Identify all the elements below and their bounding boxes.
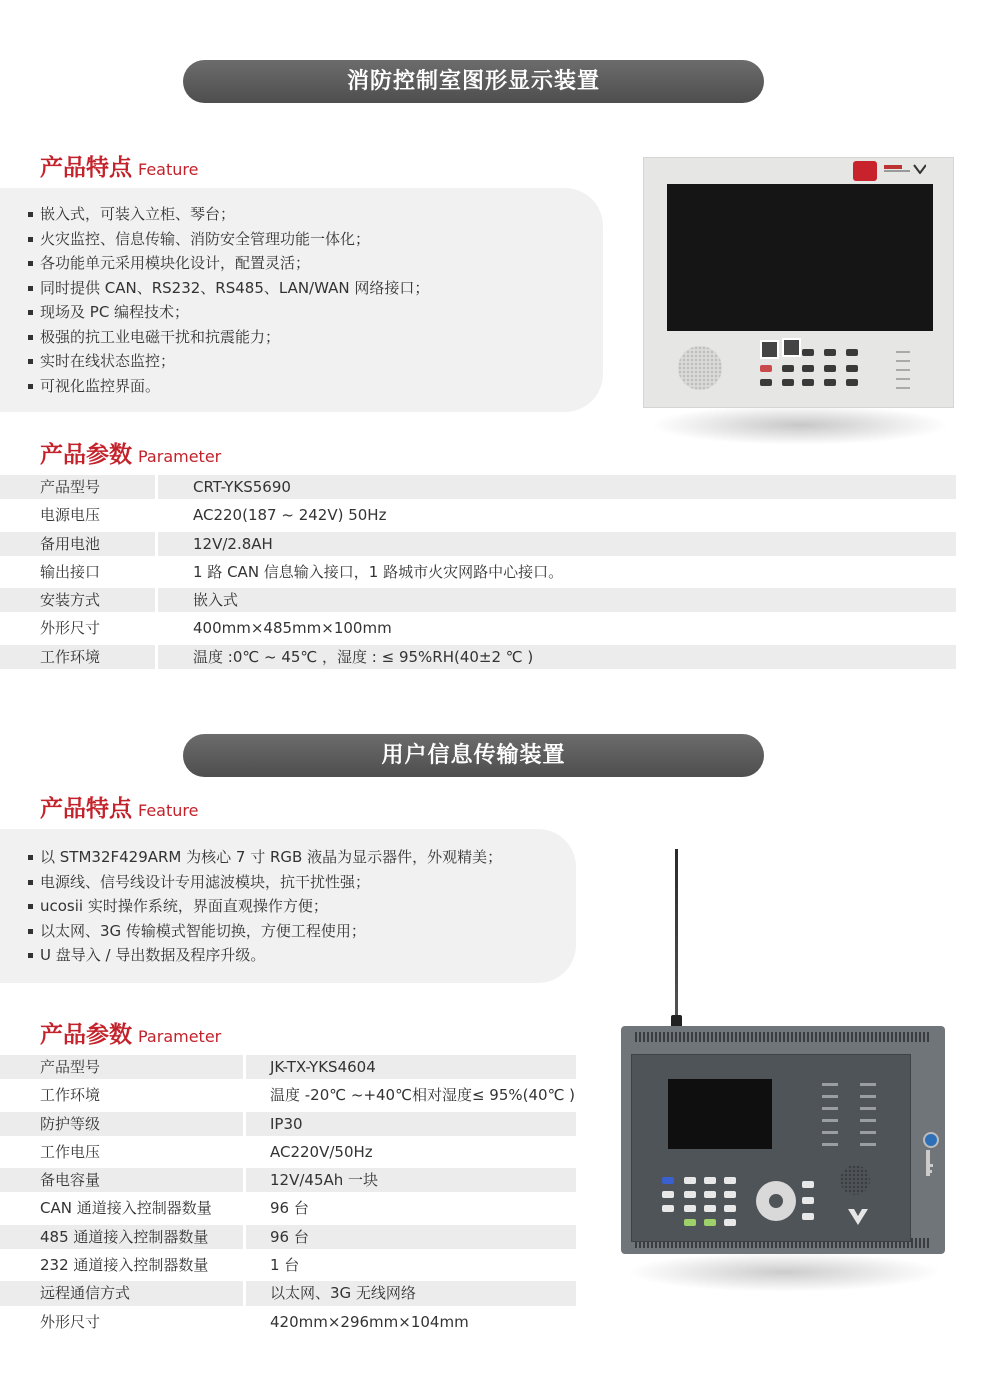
indicator-label (822, 1083, 838, 1086)
keypad-key (662, 1205, 674, 1212)
speaker-grille-icon (840, 1165, 870, 1195)
lock-icon (923, 1132, 939, 1148)
brand-logo-icon (846, 1205, 870, 1229)
param-value: 1 台 (270, 1256, 300, 1275)
param-row (0, 586, 956, 614)
section2-feature-heading (40, 790, 198, 823)
param-value: IP30 (246, 1112, 576, 1136)
param-row (0, 1279, 576, 1307)
panel-key (782, 379, 794, 386)
status-led (896, 351, 910, 353)
param-label: 备用电池 (0, 532, 155, 556)
indicator-label (860, 1131, 876, 1134)
keypad-key (724, 1219, 736, 1226)
panel-key (802, 365, 814, 372)
keypad-key (684, 1191, 696, 1198)
keypad-key-green (704, 1219, 716, 1226)
panel-key (846, 365, 858, 372)
param-label: 备电容量 (0, 1168, 243, 1192)
param-row (0, 1223, 576, 1251)
feature-heading-cn: 产品特点 (40, 796, 132, 822)
keypad-key (704, 1205, 716, 1212)
antenna-icon (675, 849, 678, 1027)
feature-item: 实时在线状态监控； (28, 349, 429, 374)
brand-logo (853, 161, 877, 181)
param-row (0, 614, 956, 642)
param-value: AC220V/50Hz (270, 1142, 373, 1161)
keypad-key (684, 1177, 696, 1184)
panel-key (824, 365, 836, 372)
feature-item: 以太网、3G 传输模式智能切换，方便工程使用； (28, 919, 502, 944)
param-row (0, 1110, 576, 1138)
param-label: CAN 通道接入控制器数量 (40, 1199, 212, 1218)
keypad-key (724, 1177, 736, 1184)
param-row (0, 1081, 576, 1109)
indicator-label (822, 1119, 838, 1122)
panel-key (760, 379, 772, 386)
param-label: 外形尺寸 (40, 1312, 101, 1331)
graphic-display-device-image (643, 157, 954, 408)
param-value: CRT-YKS5690 (158, 475, 956, 499)
device2-screen (668, 1079, 772, 1149)
indicator-label (860, 1083, 876, 1086)
param-label: 产品型号 (0, 475, 155, 499)
panel-key (824, 379, 836, 386)
section2-feature-list (28, 845, 502, 968)
param-value: 12V/2.8AH (158, 532, 956, 556)
param-value: 温度 :0℃ ~ 45℃ ，湿度 : ≤ 95%RH(40±2 ℃ ) (158, 645, 956, 669)
keypad-key (662, 1177, 674, 1184)
feature-item: 火灾监控、信息传输、消防安全管理功能一体化； (28, 227, 429, 252)
section2-banner: 用户信息传输装置 (183, 734, 764, 777)
feature-item: 同时提供 CAN、RS232、RS485、LAN/WAN 网络接口； (28, 276, 429, 301)
device1-screen (667, 184, 933, 331)
keypad-key (802, 1181, 814, 1188)
param-value: 96 台 (270, 1199, 309, 1218)
feature-item: 嵌入式，可装入立柜、琴台； (28, 202, 429, 227)
section1-banner: 消防控制室图形显示装置 (183, 60, 764, 103)
keypad-key (802, 1213, 814, 1220)
indicator-label (822, 1143, 838, 1146)
feature-heading-en: Feature (138, 160, 199, 179)
param-value: JK-TX-YKS4604 (246, 1055, 576, 1079)
status-led (896, 360, 910, 362)
status-led (896, 369, 910, 371)
section1-param-heading (40, 436, 221, 469)
param-heading-cn: 产品参数 (40, 1022, 132, 1048)
brand-text-mark (884, 164, 926, 174)
panel-key (802, 379, 814, 386)
param-label: 输出接口 (40, 562, 101, 581)
panel-key-red (760, 365, 772, 372)
feature-item: 各功能单元采用模块化设计，配置灵活； (28, 251, 429, 276)
param-row (0, 558, 956, 586)
param-row (0, 1166, 576, 1194)
panel-key (802, 349, 814, 356)
param-label: 232 通道接入控制器数量 (40, 1256, 209, 1275)
feature-item: 电源线、信号线设计专用滤波模块，抗干扰性强； (28, 870, 502, 895)
indicator-label (860, 1143, 876, 1146)
keypad-key (704, 1191, 716, 1198)
keypad-key-green (684, 1219, 696, 1226)
indicator-label (860, 1119, 876, 1122)
param-label: 产品型号 (0, 1055, 243, 1079)
status-led (896, 387, 910, 389)
param-value: 420mm×296mm×104mm (270, 1312, 469, 1331)
status-led (896, 378, 910, 380)
section1-feature-heading (40, 149, 198, 182)
feature-item: ucosii 实时操作系统，界面直观操作方便； (28, 894, 502, 919)
indicator-label (860, 1095, 876, 1098)
keypad-key (684, 1205, 696, 1212)
keypad-key (724, 1191, 736, 1198)
param-heading-en: Parameter (138, 1027, 222, 1046)
param-label: 防护等级 (0, 1112, 243, 1136)
device1-shadow (650, 405, 950, 445)
keypad-key (802, 1197, 814, 1204)
param-row (0, 473, 956, 501)
panel-key (846, 349, 858, 356)
indicator-label (822, 1131, 838, 1134)
keypad-key (724, 1205, 736, 1212)
indicator-label (860, 1107, 876, 1110)
feature-item: 以 STM32F429ARM 为核心 7 寸 RGB 液晶为显示器件，外观精美； (28, 845, 502, 870)
param-value: 400mm×485mm×100mm (193, 619, 392, 638)
section2-param-heading (40, 1016, 221, 1049)
param-row (0, 1308, 576, 1336)
feature-heading-cn: 产品特点 (40, 155, 132, 181)
param-label: 工作环境 (40, 1086, 101, 1105)
param-heading-en: Parameter (138, 447, 222, 466)
param-label: 485 通道接入控制器数量 (0, 1225, 243, 1249)
param-heading-cn: 产品参数 (40, 442, 132, 468)
param-value: 温度 -20℃ ~+40℃相对湿度≤ 95%(40℃ ) (270, 1086, 576, 1105)
feature-item: 可视化监控界面。 (28, 374, 429, 399)
panel-key (824, 349, 836, 356)
section2-param-table (0, 1053, 576, 1336)
device2-front-panel (631, 1054, 911, 1242)
param-row (0, 1251, 576, 1279)
param-value: AC220(187 ~ 242V) 50Hz (193, 506, 387, 525)
indicator-label (822, 1107, 838, 1110)
qr-code-icon (760, 340, 779, 359)
speaker-grille-icon (678, 346, 722, 390)
top-vent (635, 1032, 931, 1042)
user-info-transmission-device-image (621, 1026, 945, 1254)
feature-item: U 盘导入 / 导出数据及程序升级。 (28, 943, 502, 968)
param-row (0, 1138, 576, 1166)
feature-item: 极强的抗工业电磁干扰和抗震能力； (28, 325, 429, 350)
section1-feature-list (28, 202, 429, 398)
device2-shadow (625, 1252, 943, 1292)
param-value: 以太网、3G 无线网络 (246, 1281, 576, 1305)
key-icon (921, 1150, 935, 1186)
param-value: 嵌入式 (158, 588, 956, 612)
keypad-key (704, 1177, 716, 1184)
param-row (0, 1194, 576, 1222)
param-label: 电源电压 (40, 506, 101, 525)
param-row (0, 1053, 576, 1081)
feature-item: 现场及 PC 编程技术； (28, 300, 429, 325)
param-label: 工作电压 (40, 1142, 101, 1161)
param-row (0, 501, 956, 529)
param-row (0, 530, 956, 558)
param-value: 12V/45Ah 一块 (246, 1168, 576, 1192)
feature-heading-en: Feature (138, 801, 199, 820)
panel-key (846, 379, 858, 386)
qr-code-icon (782, 338, 801, 357)
param-value: 96 台 (246, 1225, 576, 1249)
param-label: 远程通信方式 (0, 1281, 243, 1305)
section1-param-table (0, 473, 956, 671)
panel-key (782, 365, 794, 372)
indicator-label (822, 1095, 838, 1098)
param-row (0, 643, 956, 671)
direction-pad-icon (756, 1181, 796, 1221)
param-label: 外形尺寸 (40, 619, 101, 638)
keypad-key (662, 1191, 674, 1198)
param-label: 安装方式 (0, 588, 155, 612)
param-label: 工作环境 (0, 645, 155, 669)
param-value: 1 路 CAN 信息输入接口，1 路城市火灾网路中心接口。 (193, 562, 564, 581)
